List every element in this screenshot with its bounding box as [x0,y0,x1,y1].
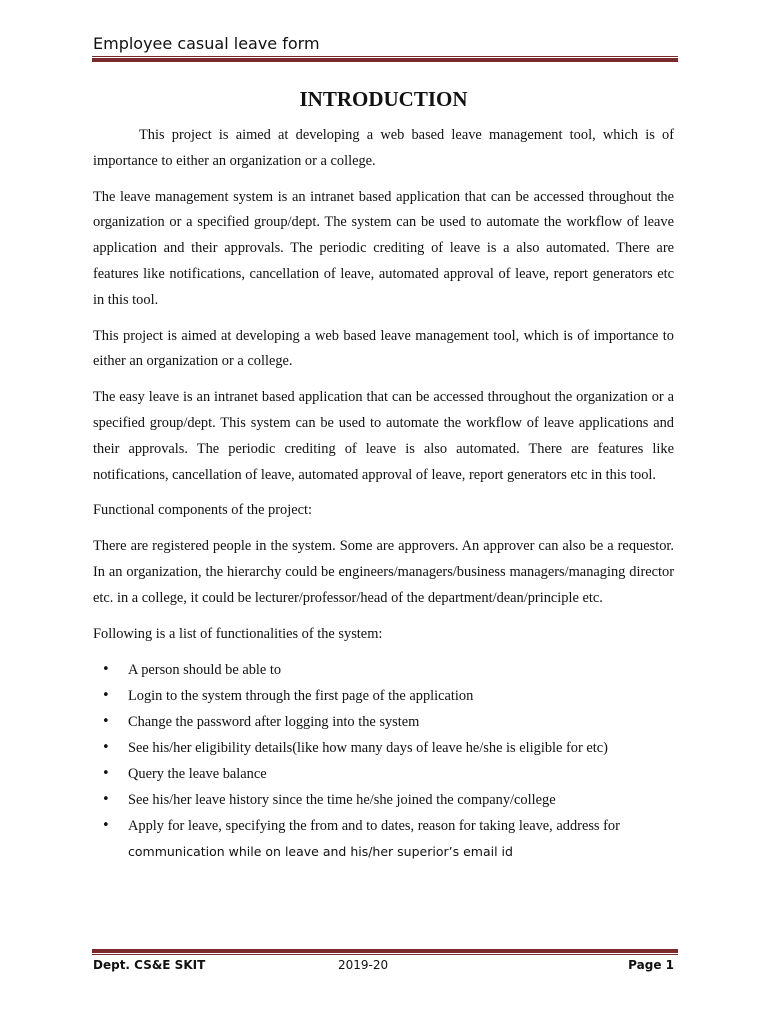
list-item: • A person should be able to [93,657,674,683]
paragraph-6: There are registered people in the system. Some are approvers. An approver can also be a requestor. In an organization, the hierarchy could be engineers/managers/business managers/managing director etc. in a college, it could be lecturer/professor/head of the department/dean/principle etc. [93,538,674,606]
list-item: • Change the password after logging into the system [93,709,674,735]
list-item-continuation: communication while on leave and his/her superior’s email id [128,844,513,860]
header-rule [92,56,678,62]
list-item: • Query the leave balance [93,761,674,787]
functionality-list [93,657,674,865]
page-body [93,84,674,865]
paragraph-1: This project is aimed at developing a web based leave management tool, which is of importance to either an organization or a college. [93,127,674,169]
footer-page-number: Page 1 [628,958,674,972]
footer-department: Dept. CS&E SKIT [93,958,206,972]
list-item: • See his/her eligibility details(like how many days of leave he/she is eligible for etc) [93,735,674,761]
list-item [93,813,674,865]
list-item: • Login to the system through the first page of the application [93,683,674,709]
footer-year: 2019-20 [338,958,389,972]
paragraph-2: The leave management system is an intranet based application that can be accessed throughout the organization or a specified group/dept. The system can be used to automate the workflow of leave application and their approvals. The periodic crediting of leave is a also automated. There are features like notifications, cancellation of leave, automated approval of leave, report generators etc in this tool. [93,188,674,308]
footer-rule [92,949,678,955]
section-title: INTRODUCTION [299,87,468,111]
list-item: • See his/her leave history since the time he/she joined the company/college [93,787,674,813]
paragraph-4: The easy leave is an intranet based application that can be accessed throughout the organization or a specified group/dept. This system can be used to automate the workflow of leave applications and their approvals. The periodic crediting of leave is also automated. There are features like notifications, cancellation of leave, automated approval of leave, report generators etc in this tool. [93,389,674,483]
list-item-text: Apply for leave, specifying the from and to dates, reason for taking leave, address for [128,818,620,835]
paragraph-5: Functional components of the project: [93,502,313,519]
paragraph-7: Following is a list of functionalities of the system: [93,625,383,642]
running-header-title: Employee casual leave form [93,34,320,53]
paragraph-3: This project is aimed at developing a web based leave management tool, which is of importance to either an organization or a college. [93,327,674,370]
